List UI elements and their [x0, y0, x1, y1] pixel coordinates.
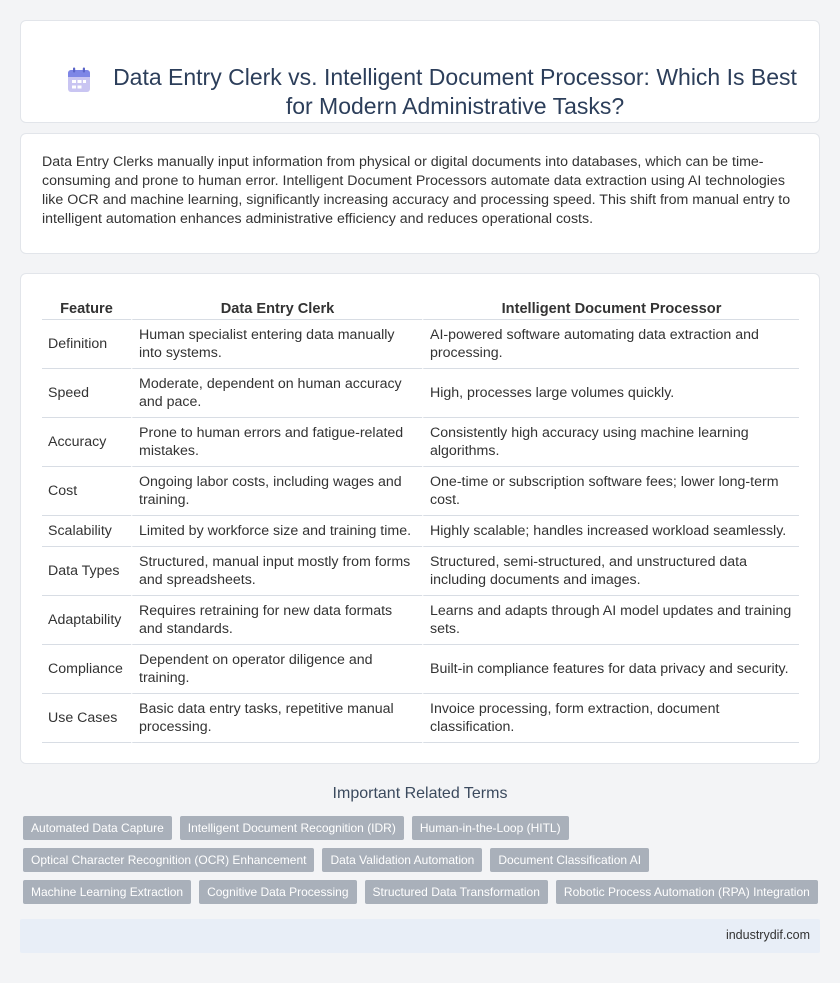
- feature-cell: Scalability: [42, 516, 131, 547]
- clerk-cell: Prone to human errors and fatigue-related mistakes.: [131, 418, 422, 467]
- comparison-card: [20, 273, 820, 764]
- table-row: [42, 467, 799, 516]
- feature-cell: Definition: [42, 320, 131, 369]
- page-title: Data Entry Clerk vs. Intelligent Document Processor: Which Is Best for Modern Administrative Tasks?: [113, 64, 797, 119]
- processor-cell: Structured, semi-structured, and unstructured data including documents and images.: [422, 547, 799, 596]
- tag-document-classification-ai[interactable]: Document Classification AI: [490, 848, 649, 872]
- table-row: [42, 694, 799, 743]
- feature-cell: Use Cases: [42, 694, 131, 743]
- table-header-row: [42, 296, 799, 320]
- tag-row: [23, 816, 823, 840]
- header-feature: Feature: [42, 296, 131, 320]
- tag-automated-data-capture[interactable]: Automated Data Capture: [23, 816, 172, 840]
- clerk-cell: Human specialist entering data manually into systems.: [131, 320, 422, 369]
- header-intelligent-document-processor: Intelligent Document Processor: [422, 296, 799, 320]
- processor-cell: High, processes large volumes quickly.: [422, 369, 799, 418]
- tag-data-validation-automation[interactable]: Data Validation Automation: [322, 848, 482, 872]
- feature-cell: Speed: [42, 369, 131, 418]
- intro-card: [20, 133, 820, 254]
- related-terms-title: Important Related Terms: [332, 785, 508, 802]
- title-card: [20, 20, 820, 123]
- tag-row: [23, 848, 823, 872]
- processor-cell: Invoice processing, form extraction, document classification.: [422, 694, 799, 743]
- comparison-table: [42, 296, 799, 743]
- processor-cell: Highly scalable; handles increased workload seamlessly.: [422, 516, 799, 547]
- header-data-entry-clerk: Data Entry Clerk: [131, 296, 422, 320]
- clerk-cell: Limited by workforce size and training time.: [131, 516, 422, 547]
- document-icon: [67, 67, 91, 93]
- tag-ocr-enhancement[interactable]: Optical Character Recognition (OCR) Enhancement: [23, 848, 314, 872]
- footer-site[interactable]: industrydif.com: [725, 928, 810, 942]
- table-row: [42, 547, 799, 596]
- table-row: [42, 596, 799, 645]
- tag-machine-learning-extraction[interactable]: Machine Learning Extraction: [23, 880, 191, 904]
- related-terms-list: [23, 816, 823, 912]
- clerk-cell: Ongoing labor costs, including wages and training.: [131, 467, 422, 516]
- table-row: [42, 320, 799, 369]
- tag-structured-data-transformation[interactable]: Structured Data Transformation: [365, 880, 548, 904]
- clerk-cell: Requires retraining for new data formats and standards.: [131, 596, 422, 645]
- intro-paragraph: Data Entry Clerks manually input information from physical or digital documents into databases, which can be time-consuming and prone to human error. Intelligent Document Processors automate data extraction using AI technologies like OCR and machine learning, significantly increasing accuracy and processing speed. This shift from manual entry to intelligent automation enhances administrative efficiency and reduces operational costs.: [42, 154, 791, 227]
- table-row: [42, 369, 799, 418]
- table-row: [42, 645, 799, 694]
- processor-cell: AI-powered software automating data extraction and processing.: [422, 320, 799, 369]
- clerk-cell: Dependent on operator diligence and training.: [131, 645, 422, 694]
- table-row: [42, 418, 799, 467]
- processor-cell: Consistently high accuracy using machine learning algorithms.: [422, 418, 799, 467]
- tag-intelligent-document-recognition[interactable]: Intelligent Document Recognition (IDR): [180, 816, 404, 840]
- clerk-cell: Structured, manual input mostly from forms and spreadsheets.: [131, 547, 422, 596]
- tag-human-in-the-loop[interactable]: Human-in-the-Loop (HITL): [412, 816, 569, 840]
- processor-cell: One-time or subscription software fees; lower long-term cost.: [422, 467, 799, 516]
- feature-cell: Cost: [42, 467, 131, 516]
- feature-cell: Compliance: [42, 645, 131, 694]
- feature-cell: Accuracy: [42, 418, 131, 467]
- processor-cell: Learns and adapts through AI model updates and training sets.: [422, 596, 799, 645]
- clerk-cell: Moderate, dependent on human accuracy and pace.: [131, 369, 422, 418]
- processor-cell: Built-in compliance features for data privacy and security.: [422, 645, 799, 694]
- feature-cell: Adaptability: [42, 596, 131, 645]
- table-row: [42, 516, 799, 547]
- tag-rpa-integration[interactable]: Robotic Process Automation (RPA) Integration: [556, 880, 818, 904]
- clerk-cell: Basic data entry tasks, repetitive manual processing.: [131, 694, 422, 743]
- feature-cell: Data Types: [42, 547, 131, 596]
- tag-row: [23, 880, 823, 904]
- tag-cognitive-data-processing[interactable]: Cognitive Data Processing: [199, 880, 356, 904]
- footer: [20, 919, 820, 953]
